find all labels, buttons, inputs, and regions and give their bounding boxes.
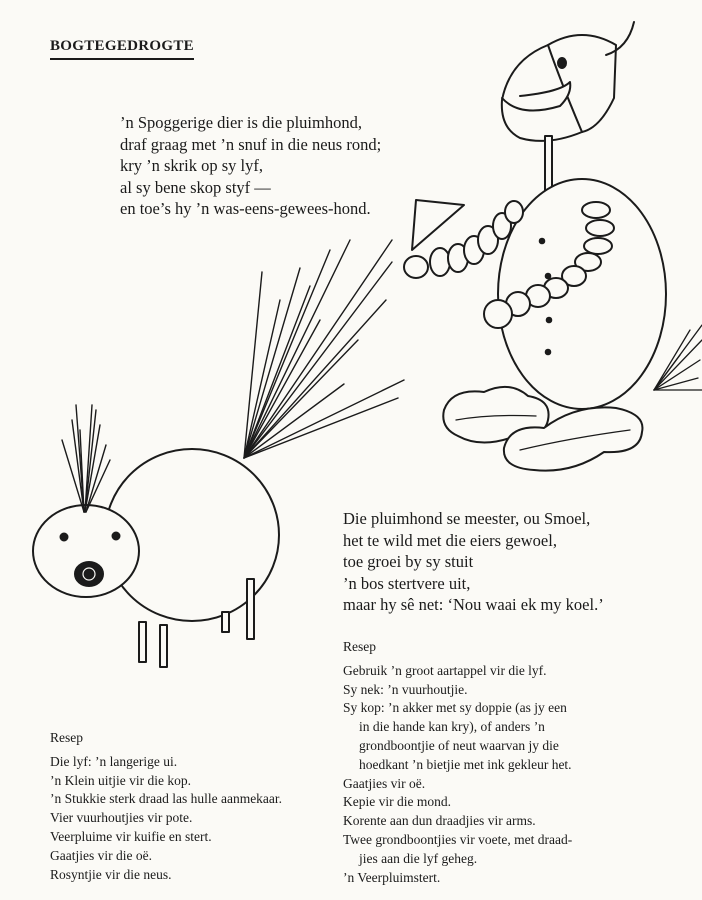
recipe-line: Rosyntjie vir die neus. [50,866,172,882]
dog-eye [61,534,68,541]
poem-line: ’n Spoggerige dier is die pluimhond, [120,113,362,132]
pluimhond-drawing [33,240,404,667]
poem-line: maar hy sê net: ‘Nou waai ek my koel.’ [343,595,604,614]
recipe-line: Vier vuurhoutjies vir pote. [50,810,193,826]
dog-leg [160,625,167,667]
poem-line: het te wild met die eiers gewoel, [343,530,557,550]
poem-line: ’n bos stertvere uit, [343,573,471,593]
recipe-heading: Resep [343,639,376,654]
acorn-cap [548,35,616,132]
recipe-line: Gebruik ’n groot aartappel vir die lyf. [343,662,547,678]
recipe-heading: Resep [50,730,83,745]
recipe-line: Sy kop: ’n akker met sy doppie (as jy een [343,700,567,716]
recipe-line: in die hande kan kry), of anders ’n [359,719,545,735]
dog-eye [113,533,120,540]
button-hole [546,274,551,279]
dog-leg [222,612,229,632]
recipe-pluimhond [50,729,282,884]
acorn-stem [606,22,634,55]
recipe-line: hoedkant ’n bietjie met ink gekleur het. [359,756,572,772]
button-hole [540,239,545,244]
recipe-line: Twee grondboontjies vir voete, met draad- [343,831,573,847]
dog-tail-plume [244,240,404,458]
recipe-line: ’n Klein uitjie vir die kop. [50,772,191,788]
recipe-line: jies aan die lyf geheg. [359,850,478,866]
recipe-smoel [343,638,572,887]
acorn-eye [558,58,566,68]
dog-nose [75,562,103,586]
poem-line: Die pluimhond se meester, ou Smoel, [343,509,591,528]
recipe-line: Gaatjies vir die oë. [50,847,152,863]
flag [412,200,464,250]
poem-line: toe groei by sy stuit [343,552,474,571]
recipe-line: Kepie vir die mond. [343,794,451,810]
mouth [502,82,570,111]
recipe-line: ’n Veerpluimstert. [343,869,441,885]
recipe-line: Die lyf: ’n langerige ui. [50,753,178,769]
recipe-line: Korente aan dun draadjies vir arms. [343,813,536,829]
recipe-line: Sy nek: ’n vuurhoutjie. [343,681,468,697]
dog-forelock [62,405,110,512]
page-title: BOGTEGEDROGTE [50,38,194,60]
recipe-line: Gaatjies vir oë. [343,775,426,791]
recipe-line: grondboontjie of neut waarvan jy die [359,737,559,753]
poem-line: en toe’s hy ’n was-eens-gewees-hond. [120,199,371,218]
button-hole [547,318,552,323]
recipe-line: ’n Stukkie sterk draad las hulle aanmekaar. [50,791,283,807]
dog-leg [247,579,254,639]
smoel-drawing [404,22,702,471]
poem-line: kry ’n skrik op sy lyf, [120,156,263,175]
poem-line: al sy bene skop styf — [120,177,271,197]
dog-leg [139,622,146,662]
recipe-line: Veerpluime vir kuifie en stert. [50,828,212,844]
poem-line: draf graag met ’n snuf in die neus rond; [120,134,382,154]
button-hole [546,350,551,355]
